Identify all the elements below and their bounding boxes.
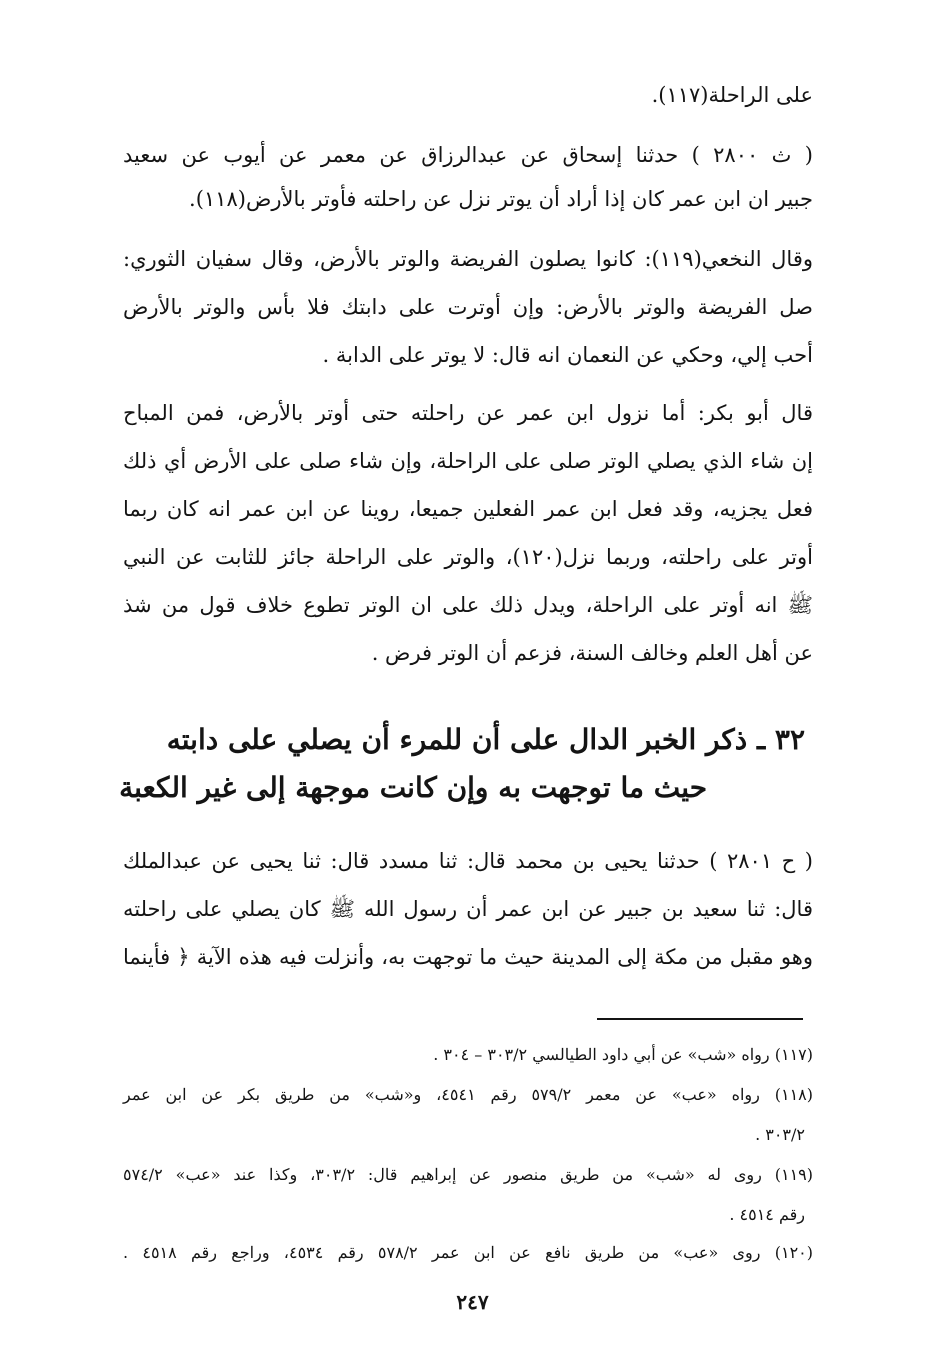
section-heading: حيث ما توجهت به وإن كانت موجهة إلى غير الكعبة xyxy=(119,771,707,804)
hadith-line: وهو مقبل من مكة إلى المدينة حيث ما توجهت به، وأنزلت فيه هذه الآية ﴿ فأينما xyxy=(123,945,813,969)
body-line: ( ث ٢٨٠٠ ) حدثنا إسحاق عن عبدالرزاق عن معمر عن أيوب عن سعيد xyxy=(123,143,813,167)
body-line: أحب إلي، وحكي عن النعمان انه قال: لا يوتر على الدابة . xyxy=(322,343,813,367)
hadith-line: قال: ثنا سعيد بن جبير عن ابن عمر أن رسول الله ﷺ كان يصلي على راحلته xyxy=(123,897,813,921)
body-line: ﷺ انه أوتر على الراحلة، ويدل ذلك على ان الوتر تطوع خلاف قول من شذ xyxy=(123,593,813,617)
body-line: على الراحلة(١١٧). xyxy=(651,83,813,107)
body-line: أوتر على راحلته، وربما نزل(١٢٠)، والوتر على الراحلة جائز للثابت عن النبي xyxy=(123,545,813,569)
footnote-line: (١١٧) رواه «شب» عن أبي داود الطيالسي ٣٠٣/٢ – ٣٠٤ . xyxy=(433,1045,813,1064)
page-number: ٢٤٧ xyxy=(456,1290,489,1314)
hadith-line: ( ح ٢٨٠١ ) حدثنا يحيى بن محمد قال: ثنا مسدد قال: ثنا يحيى عن عبدالملك xyxy=(123,849,814,873)
footnote-line: رقم ٤٥١٤ . xyxy=(729,1205,805,1224)
footnote-line: (١٢٠) روى «عب» من طريق نافع عن ابن عمر ٥٧٨/٢ رقم ٤٥٣٤، وراجع رقم ٤٥١٨ . xyxy=(123,1243,814,1262)
footnote-line: (١١٩) روى له «شب» من طريق منصور عن إبراهيم قال: ٣٠٣/٢، وكذا عند «عب» ٥٧٤/٢ xyxy=(123,1165,813,1184)
section-heading: ٣٢ ـ ذكر الخبر الدال على أن للمرء أن يصلي على دابته xyxy=(166,723,805,756)
footnote-line: ٣٠٣/٢ . xyxy=(755,1125,805,1144)
body-line: قال أبو بكر: أما نزول ابن عمر عن راحلته حتى أوتر بالأرض، فمن المباح xyxy=(123,401,813,425)
body-line: صل الفريضة والوتر بالأرض: وإن أوترت على دابتك فلا بأس والوتر بالأرض xyxy=(123,295,813,319)
body-line: عن أهل العلم وخالف السنة، فزعم أن الوتر فرض . xyxy=(371,641,813,665)
footnote-line: (١١٨) رواه «عب» عن معمر ٥٧٩/٢ رقم ٤٥٤١، و«شب» من طريق بكر عن ابن عمر xyxy=(123,1085,814,1104)
body-line: فعل يجزيه، وقد فعل ابن عمر الفعلين جميعا، روينا عن ابن عمر انه كان ربما xyxy=(123,497,813,521)
footnote-separator xyxy=(597,1018,803,1020)
body-line: وقال النخعي(١١٩): كانوا يصلون الفريضة والوتر بالأرض، وقال سفيان الثوري: xyxy=(123,247,813,271)
body-line: جبير ان ابن عمر كان إذا أراد أن يوتر نزل عن راحلته فأوتر بالأرض(١١٨). xyxy=(189,187,813,211)
body-line: إن شاء الذي يصلي الوتر صلى على الراحلة، وإن شاء صلى على الأرض أي ذلك xyxy=(123,449,813,473)
